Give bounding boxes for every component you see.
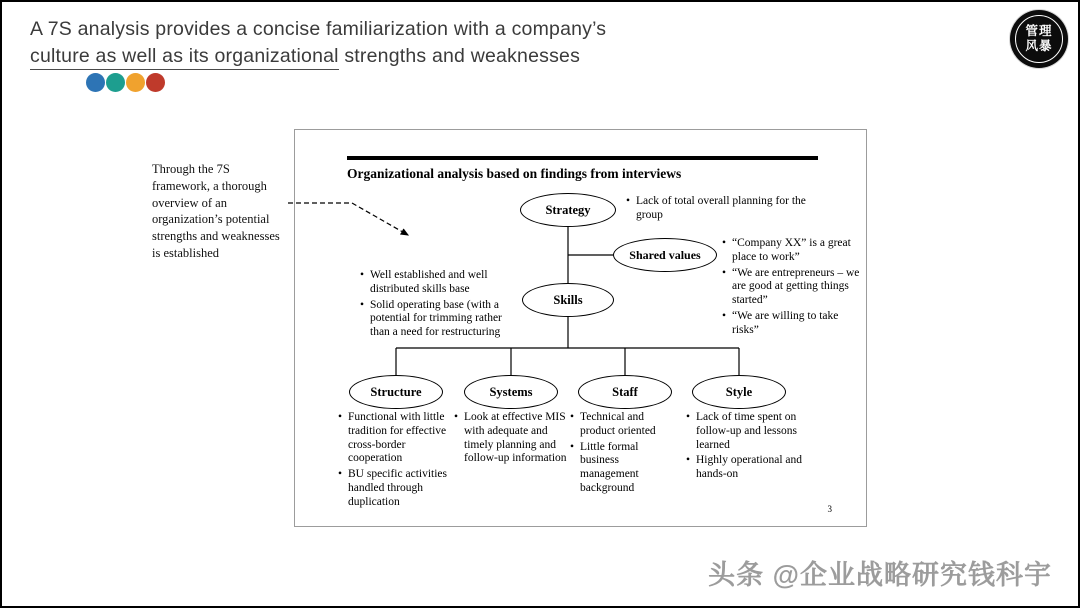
page-title-line1: A 7S analysis provides a concise familiarization with a company’s bbox=[30, 18, 607, 40]
page-title-underlined: culture as well as its organizational bbox=[30, 45, 339, 70]
bullet-item: • Technical and product oriented bbox=[569, 411, 677, 439]
node-shared-values bbox=[613, 238, 717, 272]
node-style bbox=[692, 375, 786, 409]
panel-page-number: 3 bbox=[827, 504, 832, 514]
page-title-line2 bbox=[30, 43, 606, 70]
bullet-item: • BU specific activities handled through duplication bbox=[337, 468, 451, 509]
style-bullets bbox=[685, 411, 805, 484]
brand-badge-ring bbox=[1015, 15, 1063, 63]
node-style-label: Style bbox=[725, 384, 753, 399]
bullet-item: • Solid operating base (with a potential for trimming rather than a need for restructuring bbox=[359, 299, 521, 340]
bullet-item: • Lack of time spent on follow-up and lessons learned bbox=[685, 411, 805, 452]
dot-blue-icon bbox=[86, 73, 105, 92]
shared-values-bullets bbox=[721, 237, 863, 340]
bullet-item: • Well established and well distributed skills base bbox=[359, 269, 521, 297]
badge-text-line1: 管理 bbox=[1025, 24, 1053, 38]
node-systems-label: Systems bbox=[489, 384, 533, 399]
watermark-text: 头条 @企业战略研究钱科宇 bbox=[708, 560, 1052, 590]
structure-bullets bbox=[337, 411, 451, 512]
node-systems bbox=[464, 375, 558, 409]
bullet-item: • Little formal business management background bbox=[569, 441, 677, 496]
skills-bullets bbox=[359, 269, 521, 342]
node-staff bbox=[578, 375, 672, 409]
bullet-item: • “We are willing to take risks” bbox=[721, 310, 863, 338]
dot-orange-icon bbox=[126, 73, 145, 92]
node-shared-values-label: Shared values bbox=[629, 247, 701, 262]
logo-dots bbox=[86, 73, 165, 92]
node-skills-label: Skills bbox=[553, 292, 583, 307]
node-strategy bbox=[520, 193, 616, 227]
panel-title-rule bbox=[347, 156, 818, 160]
node-structure bbox=[349, 375, 443, 409]
framework-annotation: Through the 7S framework, a thorough overview of an organization’s potential strengths and weaknesses is established bbox=[152, 162, 280, 260]
staff-bullets bbox=[569, 411, 677, 498]
bullet-item: • Look at effective MIS with adequate and timely planning and follow-up information bbox=[453, 411, 567, 466]
bullet-item: • Highly operational and hands-on bbox=[685, 454, 805, 482]
panel-title: Organizational analysis based on findings from interviews bbox=[347, 166, 682, 181]
node-staff-label: Staff bbox=[612, 384, 638, 399]
dot-teal-icon bbox=[106, 73, 125, 92]
bullet-item: • Lack of total overall planning for the group bbox=[625, 195, 810, 223]
bullet-item: • “We are entrepreneurs – we are good at getting things started” bbox=[721, 267, 863, 308]
bullet-item: • “Company XX” is a great place to work” bbox=[721, 237, 863, 265]
dot-red-icon bbox=[146, 73, 165, 92]
analysis-panel bbox=[294, 129, 867, 527]
page-title-rest: strengths and weaknesses bbox=[338, 44, 581, 67]
systems-bullets bbox=[453, 411, 567, 468]
node-skills bbox=[522, 283, 614, 317]
page-title bbox=[30, 16, 606, 70]
node-structure-label: Structure bbox=[370, 384, 422, 399]
brand-badge bbox=[1010, 10, 1068, 68]
badge-text-line2: 风暴 bbox=[1025, 39, 1053, 53]
node-strategy-label: Strategy bbox=[545, 202, 591, 217]
bullet-item: • Functional with little tradition for effective cross-border cooperation bbox=[337, 411, 451, 466]
strategy-bullets bbox=[625, 195, 810, 225]
